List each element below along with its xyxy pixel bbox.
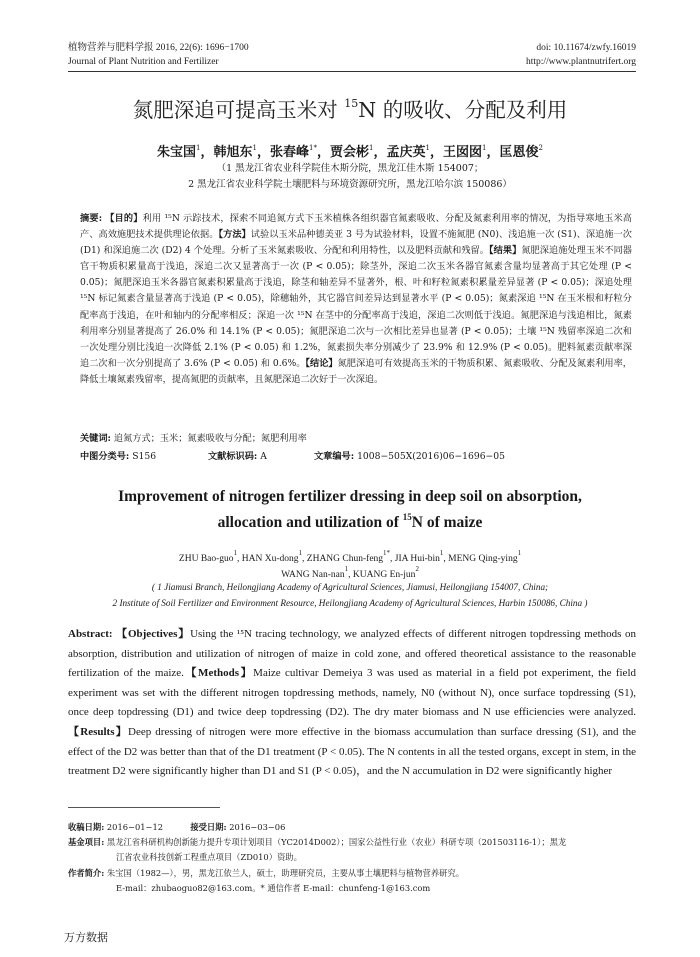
- author-cn-affiliation-mark: 1: [425, 144, 430, 152]
- author-cn-affiliation-mark: 1: [369, 144, 374, 152]
- publisher-watermark: 万方数据: [64, 931, 108, 944]
- author-en-affiliation-mark: 1: [517, 549, 522, 557]
- author-list-en-2: WANG Nan-nan$^1$, KUANG En-jun$^2$: [281, 565, 419, 580]
- author-en-affiliation-mark: 1: [233, 549, 238, 557]
- journal-url[interactable]: http://www.plantnutrifert.org: [525, 57, 636, 67]
- page-title-en: Improvement of nitrogen fertilizer dressing in deep soil on absorption, allocation and utilization of $^{15}$N of maize: [118, 488, 582, 531]
- author-cn-affiliation-mark: 2: [538, 144, 543, 152]
- author-cn-affiliation-mark: 1*: [309, 144, 317, 152]
- header-rule: [68, 71, 636, 72]
- author-en-name: WANG Nan-nan: [281, 570, 345, 580]
- journal-name-cn: 植物营养与肥料学报 2016, 22(6): 1696−1700: [68, 43, 249, 53]
- abstract-cn: 摘要: 【目的】利用 ¹⁵N 示踪技术，探索不同追氮方式下玉米植株各组织器官氮素吸收、分配及氮素利用率的情况，为指导寒地玉米高产、高效施肥技术提供理论依据。【方法】试验以玉米品种德美亚 3 号为试验材料，设置不施氮肥 (N0)、浅追施一次 (S1)、深追施一次 (D1) 和深追施二次 (D2) 4 个处理。分析了玉米氮素吸收、分配和利用特性，以及肥料贡献和残留。【结果】氮肥深追施处理玉米不同器官干物质积累量高于浅追，深追二次又显著高于一次 (P < 0.05)；除茎外，深追二次玉米各器官氮素含量均显著高于其它处理 (P < 0.05)；氮肥深追玉米各器官氮素积累量高于浅追，除茎和轴差异不显著外，根、叶和籽粒氮素积累量差异显著 (P < 0.05)；深追处理 ¹⁵N 标记氮素含量显著高于浅追 (P < 0.05)，除穗轴外，其它器官间差异达到显著水平 (P < 0.05)；氮素深追 ¹⁵N 在玉米根和籽粒分配率高于浅追，在叶和轴内的分配率相反；深追一次 ¹⁵N 在茎中的分配率高于浅追，深追二次则低于浅追。氮肥深追与浅追相比，氮素利用率分别显著提高了 26.0% 和 14.1% (P < 0.05)；氮肥深追二次与一次相比差异也显著 (P < 0.05)；土壤 ¹⁵N 残留率深追二次和一次处理分别比浅追一次降低 2.1% (P < 0.05) 和 1.2%，氮素损失率分别减少了 23.9% 和 12.9% (P < 0.05)。肥料氮素贡献率深追二次和一次分别提高了 3.6% (P < 0.05) 和 0.6%。【结论】氮肥深追可有效提高玉米的干物质积累、氮素吸收、分配及氮素利用率，降低土壤氮素残留率，提高氮肥的贡献率，且氮肥深追二次好于一次深追。: [80, 213, 632, 385]
- journal-name-en: Journal of Plant Nutrition and Fertilizer: [68, 57, 219, 67]
- author-info: 作者简介: 朱宝国（1982—），男，黑龙江依兰人，硕士，助理研究员，主要从事土壤肥料与植物营养研究。: [68, 868, 465, 878]
- affiliation-en-2: 2 Institute of Soil Fertilizer and Environment Resource, Heilongjiang Academy of Agricultural Sciences, Harbin 150086, China ): [112, 598, 588, 608]
- author-list-cn: 朱宝国$^1$，韩旭东$^1$，张春峰$^{1*}$，贾会彬$^1$，孟庆英$^1$，王囡囡$^1$，匡恩俊$^2$: [157, 144, 543, 160]
- author-en-name: KUANG En-jun: [352, 570, 416, 580]
- author-cn-name: 匡恩俊: [499, 145, 539, 160]
- author-cn-name: 张春峰: [270, 145, 310, 160]
- clc-number: 中图分类号: S156: [80, 451, 157, 462]
- author-email: E-mail：zhubaoguo82@163.com。* 通信作者 E-mail：chunfeng-1@163.com: [116, 883, 431, 893]
- author-en-name: HAN Xu-dong: [241, 554, 299, 564]
- fund-info-cont: 江省农业科技创新工程重点项目（ZD010）资助。: [116, 852, 302, 862]
- author-en-affiliation-mark: 1*: [383, 549, 391, 557]
- affiliation-en-1: ( 1 Jiamusi Branch, Heilongjiang Academy of Agricultural Sciences, Jiamusi, Heilongjiang 154007, China;: [151, 582, 549, 592]
- author-en-affiliation-mark: 1: [298, 549, 303, 557]
- author-cn-affiliation-mark: 1: [482, 144, 487, 152]
- author-en-name: JIA Hui-bin: [394, 554, 440, 564]
- author-list-en-1: ZHU Bao-guo$^1$, HAN Xu-dong$^1$, ZHANG Chun-feng$^{1*}$, JIA Hui-bin$^1$, MENG Qing-ying$^1$: [178, 549, 522, 564]
- author-cn-affiliation-mark: 1: [196, 144, 201, 152]
- author-cn-affiliation-mark: 1: [252, 144, 257, 152]
- author-cn-name: 韩旭东: [213, 145, 253, 160]
- keywords-cn: 关键词: 追氮方式；玉米；氮素吸收与分配；氮肥利用率: [80, 433, 307, 444]
- footnote-rule: [68, 807, 220, 808]
- author-cn-name: 贾会彬: [330, 145, 370, 160]
- author-en-name: ZHU Bao-guo: [178, 554, 234, 564]
- received-date: 收稿日期: 2016−01−12 接受日期: 2016−03−06: [68, 822, 286, 832]
- document-code: 文献标识码: A: [208, 451, 267, 462]
- affiliation-cn-2: 2 黑龙江省农业科学院土壤肥料与环境资源研究所，黑龙江哈尔滨 150086）: [188, 179, 512, 190]
- author-cn-name: 王囡囡: [443, 145, 483, 160]
- author-en-affiliation-mark: 1: [439, 549, 444, 557]
- affiliation-cn-1: （1 黑龙江省农业科学院佳木斯分院，黑龙江佳木斯 154007；: [216, 163, 484, 174]
- author-en-name: MENG Qing-ying: [448, 554, 518, 564]
- author-en-affiliation-mark: 1: [344, 565, 349, 573]
- author-en-name: ZHANG Chun-feng: [306, 554, 384, 564]
- abstract-en: Abstract: 【Objectives】Using the ¹⁵N tracing technology, we analyzed effects of different nitrogen topdressing methods on absorption, distribution and utilization of nitrogen of maize in cold zone, and offered theoretical assistance to the reasonable fertilization of the maize.【Methods】Maize cultivar Demeiya 3 was used as material in a field pot experiment, the field experiment was set with the different nitrogen topdressing methods, namely, N0 (without N), once surface topdressing (S1), once deep topdressing (D1) and twice deep topdressing (D2). The dry mater biomass and N use efficiencies were analyzed.【Results】Deep dressing of nitrogen were more effective in the biomass accumulation than surface dressing (S1), and the effect of the D2 was better than that of the D1 treatment (P < 0.05). The N contents in all the tested organs, except in stem, in the treatment D2 were significantly higher than D1 and S1 (P < 0.05)，and the N accumulation in D2 were significantly higher: [68, 628, 637, 778]
- author-en-affiliation-mark: 2: [415, 565, 419, 573]
- fund-info: 基金项目: 黑龙江省科研机构创新能力提升专项计划项目（YC2014D002）；国家公益性行业（农业）科研专项（201503116-1）；黑龙: [68, 837, 567, 847]
- article-number: 文章编号: 1008−505X(2016)06−1696−05: [314, 451, 505, 462]
- author-cn-name: 朱宝国: [157, 145, 197, 160]
- doi: doi: 10.11674/zwfy.16019: [536, 43, 636, 53]
- author-cn-name: 孟庆英: [386, 145, 426, 160]
- page-title-cn: 氮肥深追可提高玉米对 $^{15}$N 的吸收、分配及利用: [132, 97, 568, 122]
